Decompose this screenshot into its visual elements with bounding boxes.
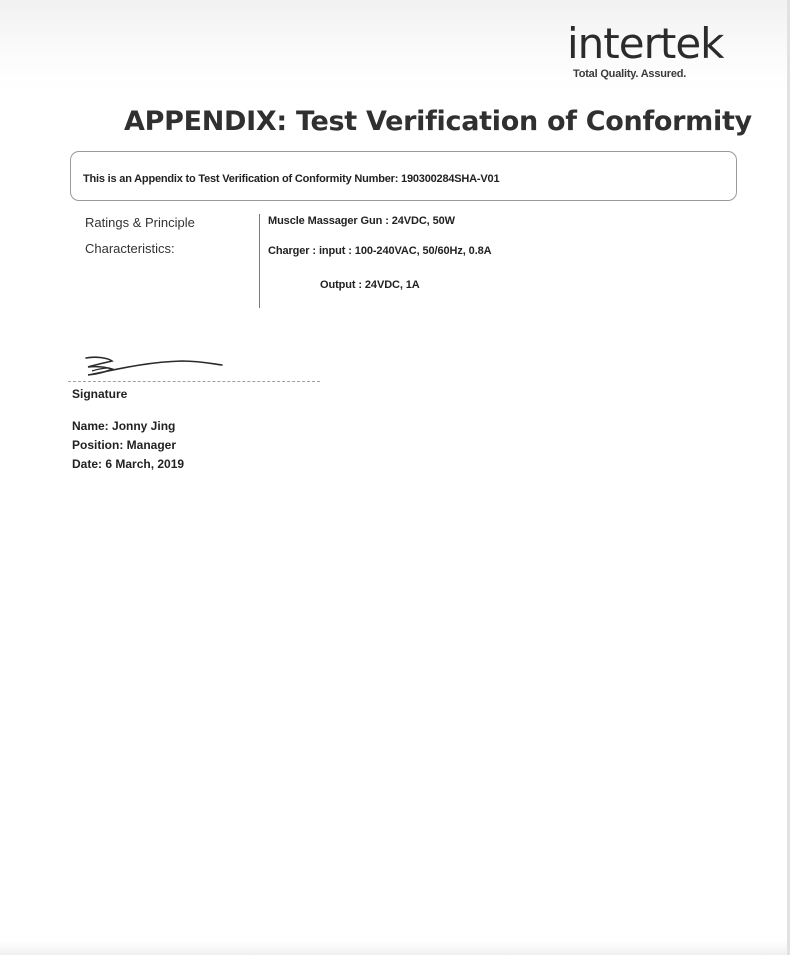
rating-value-charger-input: Charger : input : 100-240VAC, 50/60Hz, 0.8A bbox=[268, 245, 492, 257]
page-title: APPENDIX: Test Verification of Conformity bbox=[124, 106, 752, 137]
ratings-divider bbox=[259, 214, 260, 308]
signer-position: Position: Manager bbox=[72, 438, 177, 452]
signer-name: Name: Jonny Jing bbox=[72, 419, 176, 433]
signature-label: Signature bbox=[72, 387, 128, 401]
ratings-label-line2: Characteristics: bbox=[85, 241, 175, 256]
scan-shading-bottom bbox=[0, 941, 790, 955]
appendix-note-box bbox=[70, 151, 737, 201]
rating-value-massager: Muscle Massager Gun : 24VDC, 50W bbox=[268, 215, 455, 227]
signature-scribble bbox=[82, 352, 232, 380]
intertek-logo bbox=[567, 19, 737, 84]
logo-wordmark: intertek bbox=[567, 19, 724, 68]
rating-value-charger-output: Output : 24VDC, 1A bbox=[320, 279, 420, 291]
logo-tagline: Total Quality. Assured. bbox=[573, 68, 687, 80]
ratings-label-line1: Ratings & Principle bbox=[85, 215, 195, 230]
signature-line bbox=[68, 381, 320, 382]
signature-date: Date: 6 March, 2019 bbox=[72, 457, 185, 471]
appendix-note-text: This is an Appendix to Test Verification of Conformity Number: 190300284SHA-V01 bbox=[83, 173, 500, 185]
